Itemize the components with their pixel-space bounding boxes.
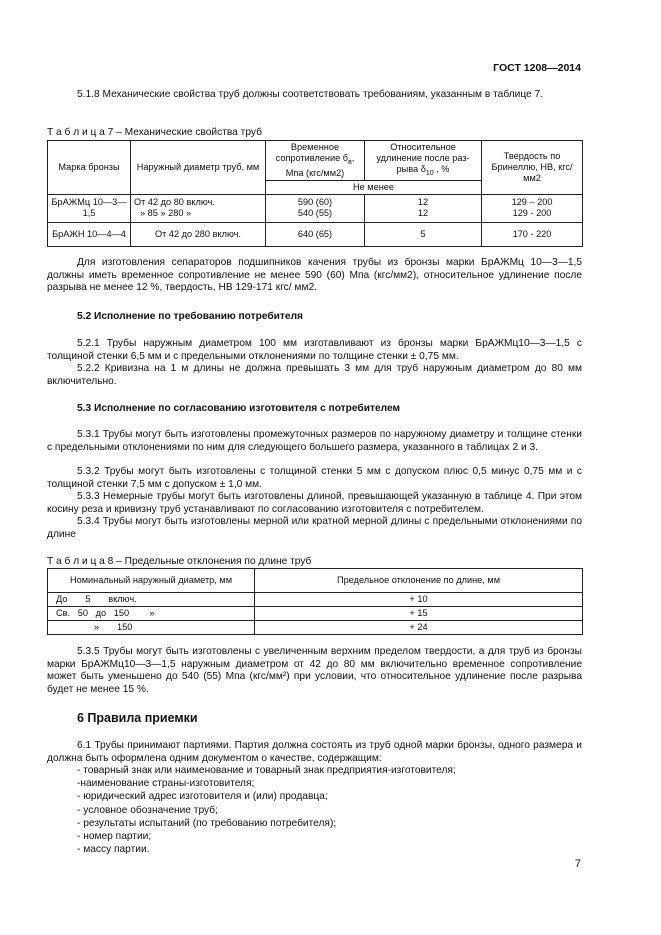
standard-header: ГОСТ 1208—2014: [493, 62, 581, 74]
quality-document-list: [77, 764, 582, 856]
paragraph-5-3-1: 5.3.1 Трубы могут быть изготовлены промежуточных размеров по наружному диаметру и толщине стенки с предельными отклонениями по ним для следующего большего размера, указанного в таблицах 2 и 3.: [47, 429, 582, 453]
paragraph-5-3-5: 5.3.5 Трубы могут быть изготовлены с увеличенным верхним пределом твердости, а для труб из бронзы марки БрАЖМц10—3—1,5 наружным диаметром от 42 до 80 мм включительно временное сопротивление может быть уменьшено до 540 (55) Мпа (кгс/мм²) при условии, что относительное удлинение после разрыва будет не менее 15 %.: [47, 646, 582, 695]
t7-cell-grade: БрАЖМц 10—3—1,5: [48, 194, 131, 222]
list-item: - результаты испытаний (по требованию потребителя);: [77, 817, 337, 829]
t7-cell-grade: БрАЖН 10—4—4: [48, 222, 131, 246]
paragraph-5-3-2: 5.3.2 Трубы могут быть изготовлены с толщиной стенки 5 мм с допуском плюс 0,5 минус 0,75 мм и с толщиной стенки 7,5 мм с допуском ± 1,0 мм.: [47, 466, 582, 490]
t7-header-strength: Временное сопротивление $б_в$, Мпа (кгс/мм2): [266, 141, 365, 181]
t7-header-grade: Марка бронзы: [48, 141, 131, 195]
t7-header-diameter: Наружный диаметр труб, мм: [131, 141, 266, 195]
t8-cell-diameter: До 5 включ.: [48, 593, 255, 607]
t7-header-elongation: Относительное удлинение после раз-рыва $\delta_{10}$ , %: [365, 141, 482, 181]
table-8: [47, 568, 583, 635]
list-item: -наименование страны-изготовителя;: [77, 778, 255, 790]
t8-header-deviation: Предельное отклонение по длине, мм: [255, 569, 583, 593]
list-item: - номер партии;: [77, 831, 152, 843]
t7-cell-hardness: 129 – 200 129 - 200: [482, 194, 583, 222]
t8-cell-deviation: + 10: [255, 593, 583, 607]
table8-caption: Т а б л и ц а 8 – Предельные отклонения по длине труб: [47, 556, 312, 567]
t7-cell-diameter: От 42 до 280 включ.: [131, 222, 266, 246]
t8-cell-diameter: Св. 50 до 150 »: [48, 607, 255, 621]
table-7: [47, 140, 583, 247]
t7-cell-hardness: 170 - 220: [482, 222, 583, 246]
table-row: [48, 222, 583, 246]
table-row: [48, 621, 583, 635]
paragraph-5-3-4: 5.3.4 Трубы могут быть изготовлены мерной или кратной мерной длины с предельными отклонениями по длине: [47, 516, 582, 540]
paragraph-5-2-2: 5.2.2 Кривизна на 1 м длины не должна превышать 3 мм для труб наружным диаметром до 80 мм включительно.: [47, 363, 582, 387]
t8-cell-deviation: + 24: [255, 621, 583, 635]
paragraph-5-1-8: 5.1.8 Механические свойства труб должны соответствовать требованиям, указанным в таблице 7.: [77, 89, 544, 100]
table-row: [48, 194, 583, 222]
t8-cell-diameter: » 150: [48, 621, 255, 635]
t7-header-hardness: Твердость по Бринеллю, НВ, кгс/ мм2: [482, 141, 583, 195]
t7-cell-strength: 590 (60) 540 (55): [266, 194, 365, 222]
page-number: 7: [574, 858, 581, 870]
t7-cell-strength: 640 (65): [266, 222, 365, 246]
list-item: - условное обозначение труб;: [77, 804, 218, 816]
section-6-title: 6 Правила приемки: [77, 711, 198, 725]
paragraph-5-3-3: 5.3.3 Немерные трубы могут быть изготовлены длиной, превышающей указанную в таблице 4. При этом косину реза и кривизну труб устанавливают по согласованию изготовителя с потребителем.: [47, 491, 582, 515]
t7-cell-diameter: От 42 до 80 включ. » 85 » 280 »: [131, 194, 266, 222]
section-5-3-title: 5.3 Исполнение по согласованию изготовителя с потребителем: [77, 403, 401, 414]
t7-header-min-note: Не менее: [266, 180, 482, 194]
paragraph-separators: Для изготовления сепараторов подшипников качения трубы из бронзы марки БрАЖМц 10—3—1,5 должны иметь временное сопротивление не менее 590 (60) Мпа (кгс/мм2), относительное удлинение после разрыва не менее 12 %, твердость, НВ 129-171 кгс/ мм2.: [47, 257, 582, 294]
section-5-2-title: 5.2 Исполнение по требованию потребителя: [77, 311, 304, 322]
list-item: - юридический адрес изготовителя и (или) продавца;: [77, 791, 328, 803]
paragraph-6-1: 6.1 Трубы принимают партиями. Партия должна состоять из труб одной марки бронзы, одного размера и должна быть оформлена одним документом о качестве, содержащим:: [47, 740, 582, 764]
t8-cell-deviation: + 15: [255, 607, 583, 621]
table7-caption: Т а б л и ц а 7 – Механические свойства труб: [47, 127, 262, 138]
t7-cell-elongation: 12 12: [365, 194, 482, 222]
list-item: - товарный знак или наименование и товарный знак предприятия-изготовителя;: [77, 765, 456, 776]
t8-header-diameter: Номинальный наружный диаметр, мм: [48, 569, 255, 593]
table-row: [48, 607, 583, 621]
paragraph-5-2-1: 5.2.1 Трубы наружным диаметром 100 мм изготавливают из бронзы марки БрАЖМц10—3—1,5 с толщиной стенки 6,5 мм и с предельными отклонениями по толщине стенки ± 0,75 мм.: [47, 338, 582, 362]
table-row: [48, 593, 583, 607]
t7-cell-elongation: 5: [365, 222, 482, 246]
list-item: - массу партии.: [77, 844, 150, 856]
